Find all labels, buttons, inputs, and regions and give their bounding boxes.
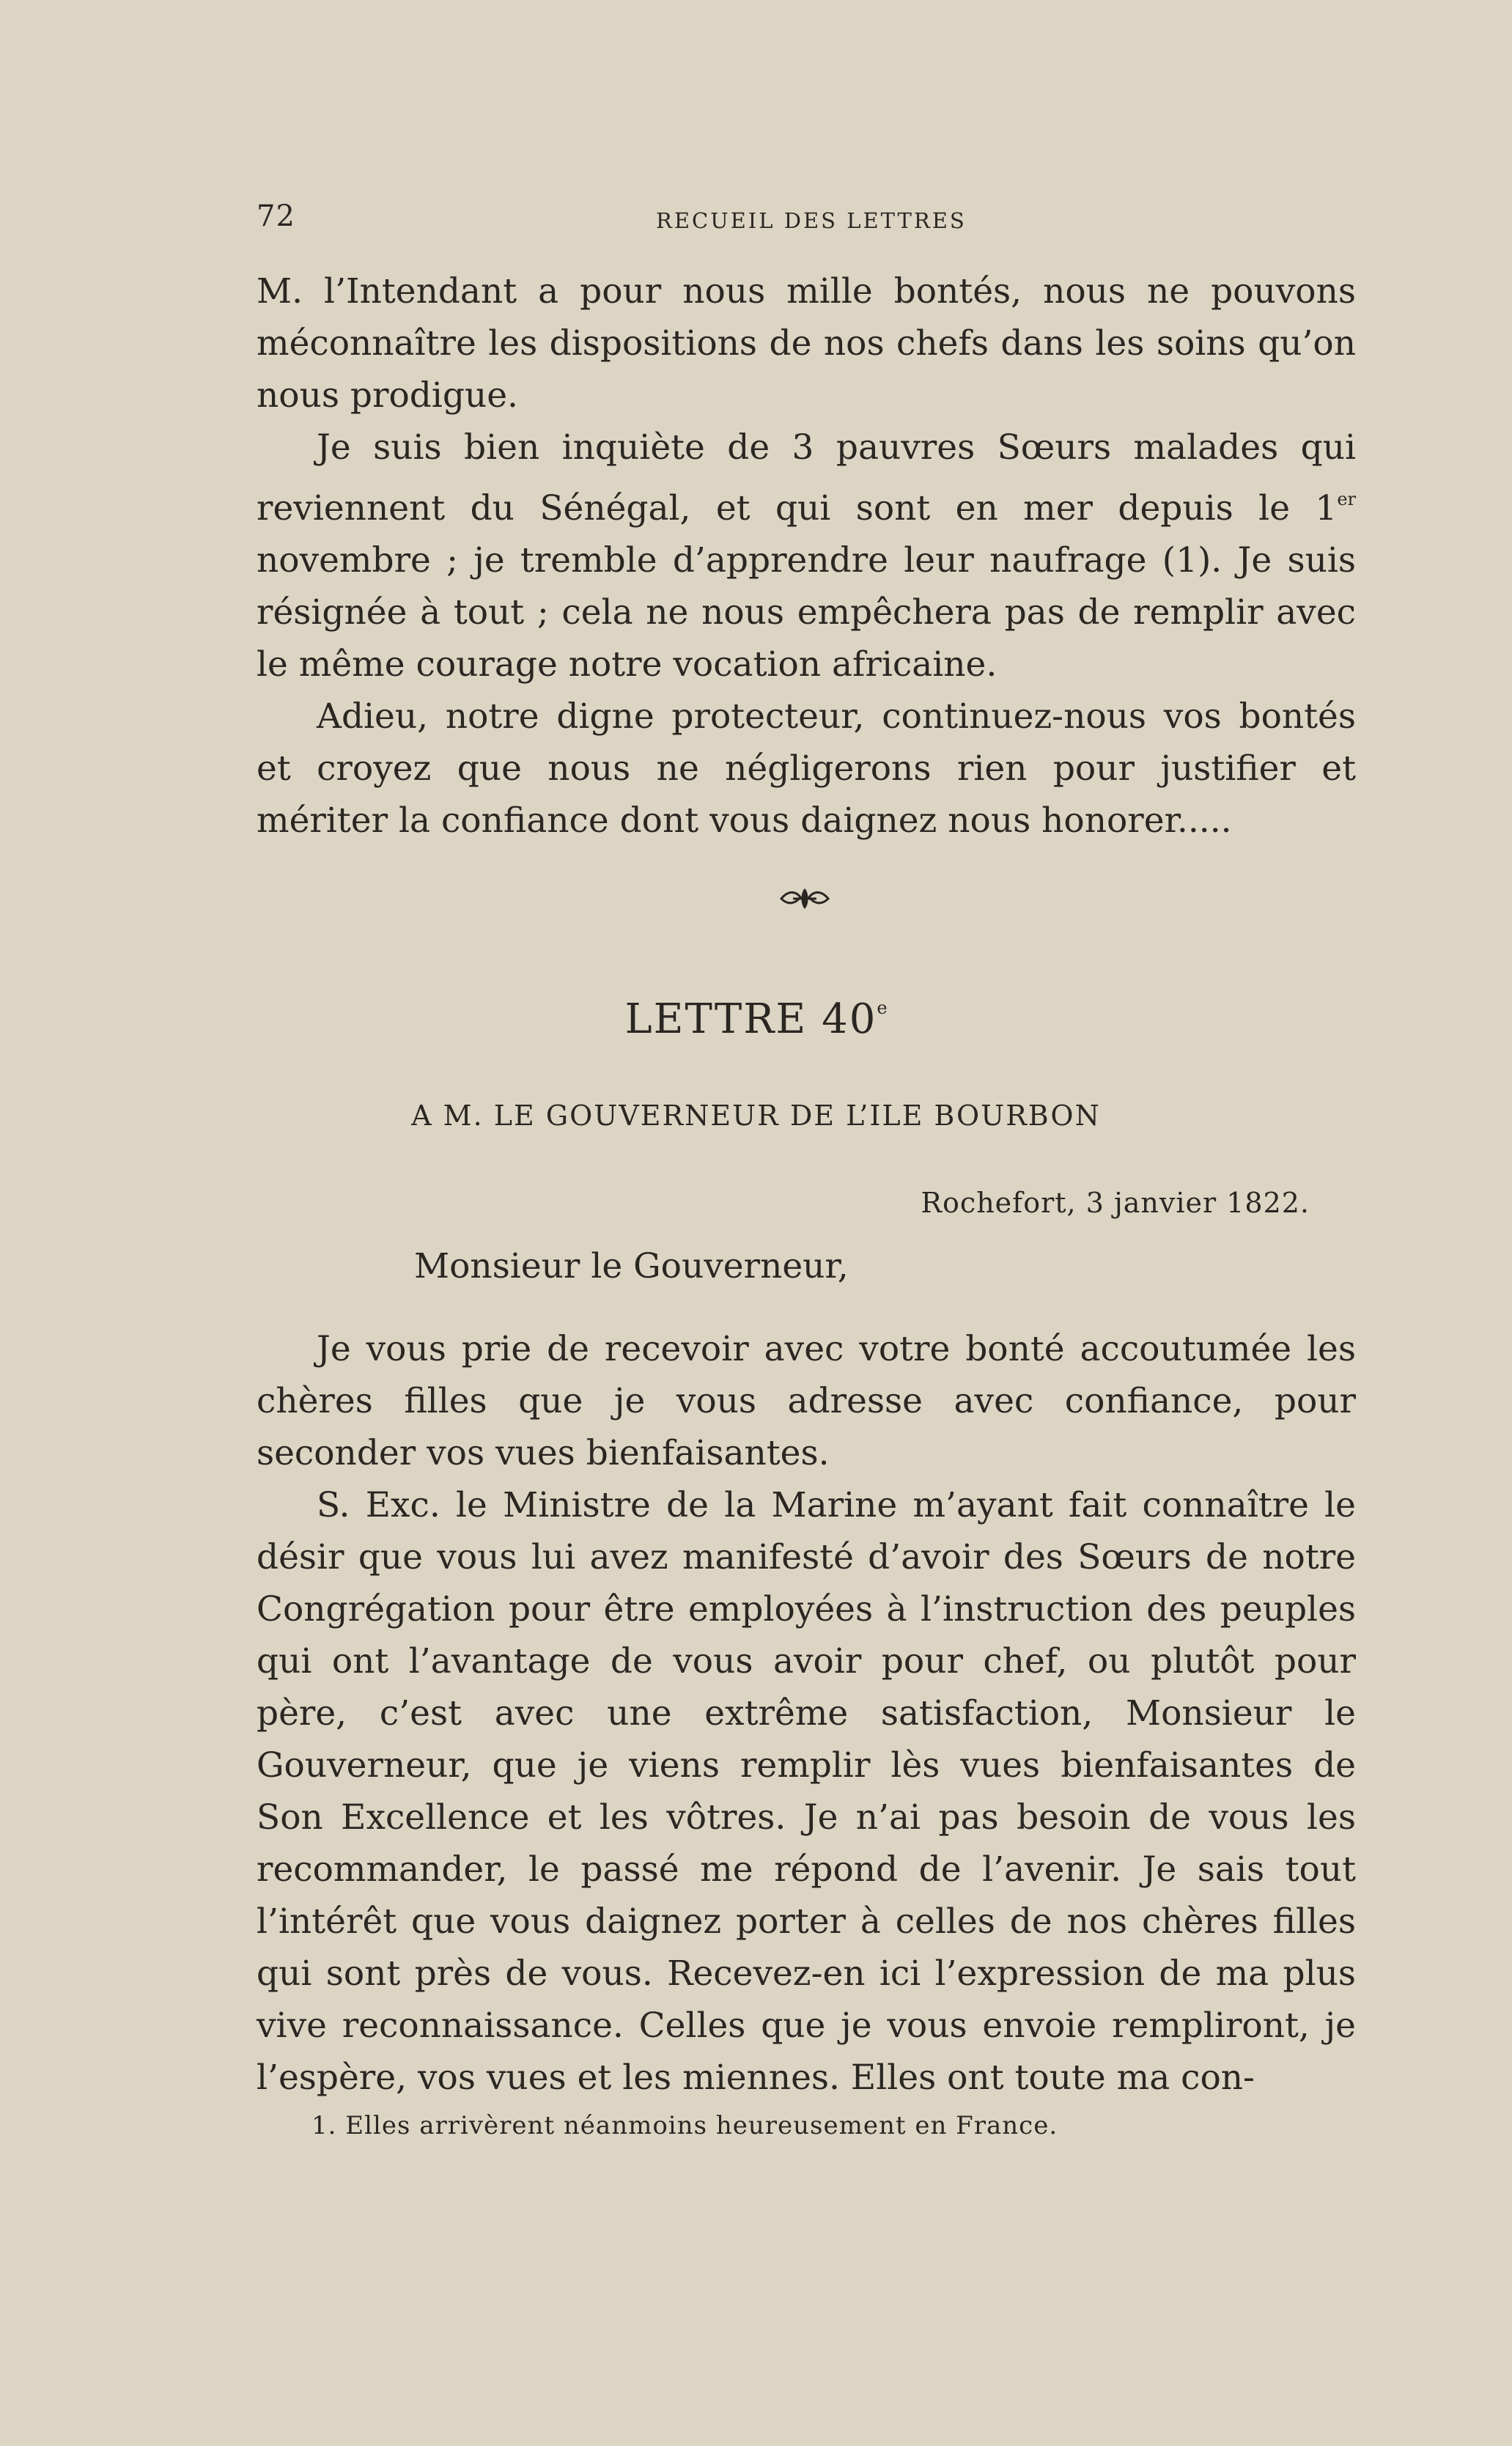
fleuron-ornament-icon <box>778 884 831 913</box>
letter-body <box>257 1323 1356 2104</box>
letter-title-superscript: e <box>877 998 888 1018</box>
paragraph-text: Je suis bien inquiète de 3 pauvres Sœurs malades qui reviennent du Sénégal, et qui sont en mer depuis le 1 <box>257 427 1356 528</box>
continued-letter-text <box>257 265 1356 847</box>
paragraph: S. Exc. le Ministre de la Marine m’ayant fait connaître le désir que vous lui avez manifesté d’avoir des Sœurs de notre Congrégation pour être employées à l’instruction des peuples qui ont l’avantage de vous avoir pour chef, ou plutôt pour père, c’est avec une extrême satisfaction, Monsieur le Gouverneur, que je viens remplir lès vues bienfaisantes de Son Excellence et les vôtres. Je n’ai pas besoin de vous les recommander, le passé me répond de l’avenir. Je sais tout l’intérêt que vous daignez porter à celles de nos chères filles qui sont près de vous. Recevez-en ici l’expression de ma plus vive reconnaissance. Celles que je vous envoie rempliront, je l’espère, vos vues et les miennes. Elles ont toute ma con- <box>257 1485 1356 2098</box>
paragraph <box>257 421 1356 690</box>
letter-addressee: A M. LE GOUVERNEUR DE L’ILE BOURBON <box>411 1099 1101 1132</box>
letter-salutation: Monsieur le Gouverneur, <box>414 1246 849 1286</box>
letter-title-text: LETTRE 40 <box>624 995 877 1043</box>
paragraph: M. l’Intendant a pour nous mille bontés, nous ne pouvons méconnaître les dispositions de nos chefs dans les soins qu’on nous prodigue. <box>257 271 1356 416</box>
letter-place-date: Rochefort, 3 janvier 1822. <box>921 1187 1310 1219</box>
paragraph: Je vous prie de recevoir avec votre bonté accoutumée les chères filles que je vous adresse avec confiance, pour seconder vos vues bienfaisantes. <box>257 1329 1356 1473</box>
running-head: RECUEIL DES LETTRES <box>656 208 967 233</box>
page-number: 72 <box>257 199 295 233</box>
letter-title <box>0 995 1512 1043</box>
paragraph-text: novembre ; je tremble d’apprendre leur naufrage (1). Je suis résignée à tout ; cela ne nous empêchera pas de remplir avec le même courage notre vocation africaine. <box>257 540 1356 685</box>
footnote: 1. Elles arrivèrent néanmoins heureusement en France. <box>311 2111 1058 2140</box>
page-header <box>257 199 1356 236</box>
ordinal-superscript: er <box>1337 489 1356 509</box>
paragraph: Adieu, notre digne protecteur, continuez-nous vos bontés et croyez que nous ne négligerons rien pour justifier et mériter la confiance dont vous daignez nous honorer..... <box>257 696 1356 841</box>
